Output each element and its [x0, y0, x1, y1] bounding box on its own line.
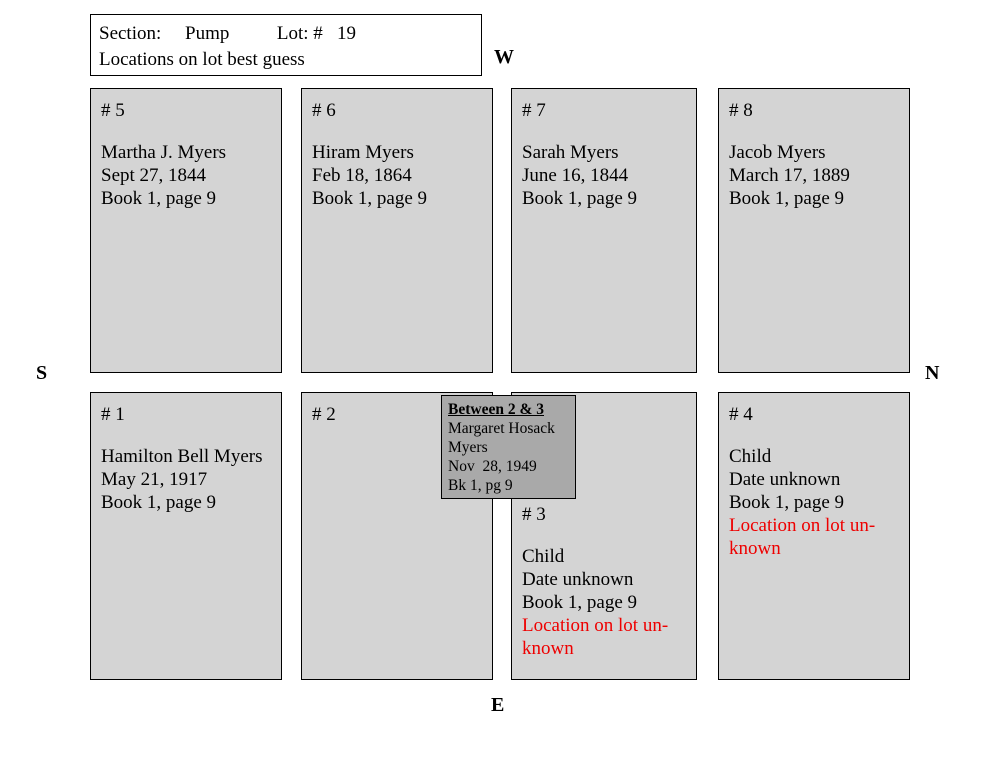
- plot-book-line: Book 1, page 9: [729, 492, 845, 513]
- section-lot-line: Section: Pump Lot: # 19: [99, 23, 357, 44]
- plot-book-line: Book 1, page 9: [312, 188, 428, 209]
- plot-number-label: # 2: [312, 404, 336, 425]
- section-header-box: [90, 14, 482, 76]
- plot-book-line: Book 1, page 9: [522, 592, 638, 613]
- plot-date-line: May 21, 1917: [101, 469, 208, 490]
- plot-name-line: Child: [522, 546, 565, 567]
- between-2-and-3-callout[interactable]: [441, 395, 576, 499]
- callout-title: Between 2 & 3: [448, 401, 544, 418]
- callout-name-line-2: Myers: [448, 439, 488, 456]
- plot-date-line: June 16, 1844: [522, 165, 629, 186]
- plot-number-label: # 3: [522, 504, 546, 525]
- plot-name-line: Hiram Myers: [312, 142, 414, 163]
- callout-date-line: Nov 28, 1949: [448, 458, 537, 475]
- grave-plot-8[interactable]: [718, 88, 910, 373]
- plot-details: [101, 141, 271, 210]
- plot-date-line: Feb 18, 1864: [312, 165, 412, 186]
- plot-date-line: March 17, 1889: [729, 165, 850, 186]
- plot-location-unknown-line-2: known: [729, 538, 781, 559]
- plot-number-label: # 4: [729, 404, 753, 425]
- plot-book-line: Book 1, page 9: [101, 492, 217, 513]
- plot-number-label: # 6: [312, 100, 336, 121]
- plot-number-label: # 1: [101, 404, 125, 425]
- plot-details: [729, 141, 899, 210]
- plot-book-line: Book 1, page 9: [522, 188, 638, 209]
- compass-east-label: E: [491, 694, 505, 716]
- plot-details: [522, 141, 686, 210]
- plot-details: [522, 545, 686, 660]
- plot-location-unknown-line-1: Location on lot un-: [729, 515, 876, 536]
- compass-west-label: W: [494, 46, 514, 68]
- plot-location-unknown-line-1: Location on lot un-: [522, 615, 669, 636]
- plot-date-line: Date unknown: [522, 569, 634, 590]
- callout-book-line: Bk 1, pg 9: [448, 477, 513, 494]
- grave-plot-5[interactable]: [90, 88, 282, 373]
- plot-number-label: # 7: [522, 100, 546, 121]
- grave-plot-1[interactable]: [90, 392, 282, 680]
- plot-number-label: # 5: [101, 100, 125, 121]
- plot-number-label: # 8: [729, 100, 753, 121]
- plot-name-line: Jacob Myers: [729, 142, 826, 163]
- plot-name-line: Child: [729, 446, 772, 467]
- plot-date-line: Sept 27, 1844: [101, 165, 207, 186]
- grave-plot-4[interactable]: [718, 392, 910, 680]
- grave-plot-6[interactable]: [301, 88, 493, 373]
- plot-date-line: Date unknown: [729, 469, 841, 490]
- plot-details: [101, 445, 271, 514]
- plot-book-line: Book 1, page 9: [101, 188, 217, 209]
- plot-location-unknown-line-2: known: [522, 638, 574, 659]
- plot-name-line: Martha J. Myers: [101, 142, 227, 163]
- plot-details: [312, 141, 482, 210]
- grave-plot-7[interactable]: [511, 88, 697, 373]
- plot-details: [729, 445, 899, 560]
- callout-name-line-1: Margaret Hosack: [448, 420, 555, 437]
- plot-name-line: Sarah Myers: [522, 142, 619, 163]
- compass-north-label: N: [925, 362, 940, 384]
- compass-south-label: S: [36, 362, 48, 384]
- plot-name-line: Hamilton Bell Myers: [101, 446, 263, 467]
- plot-book-line: Book 1, page 9: [729, 188, 845, 209]
- locations-note-line: Locations on lot best guess: [99, 49, 305, 70]
